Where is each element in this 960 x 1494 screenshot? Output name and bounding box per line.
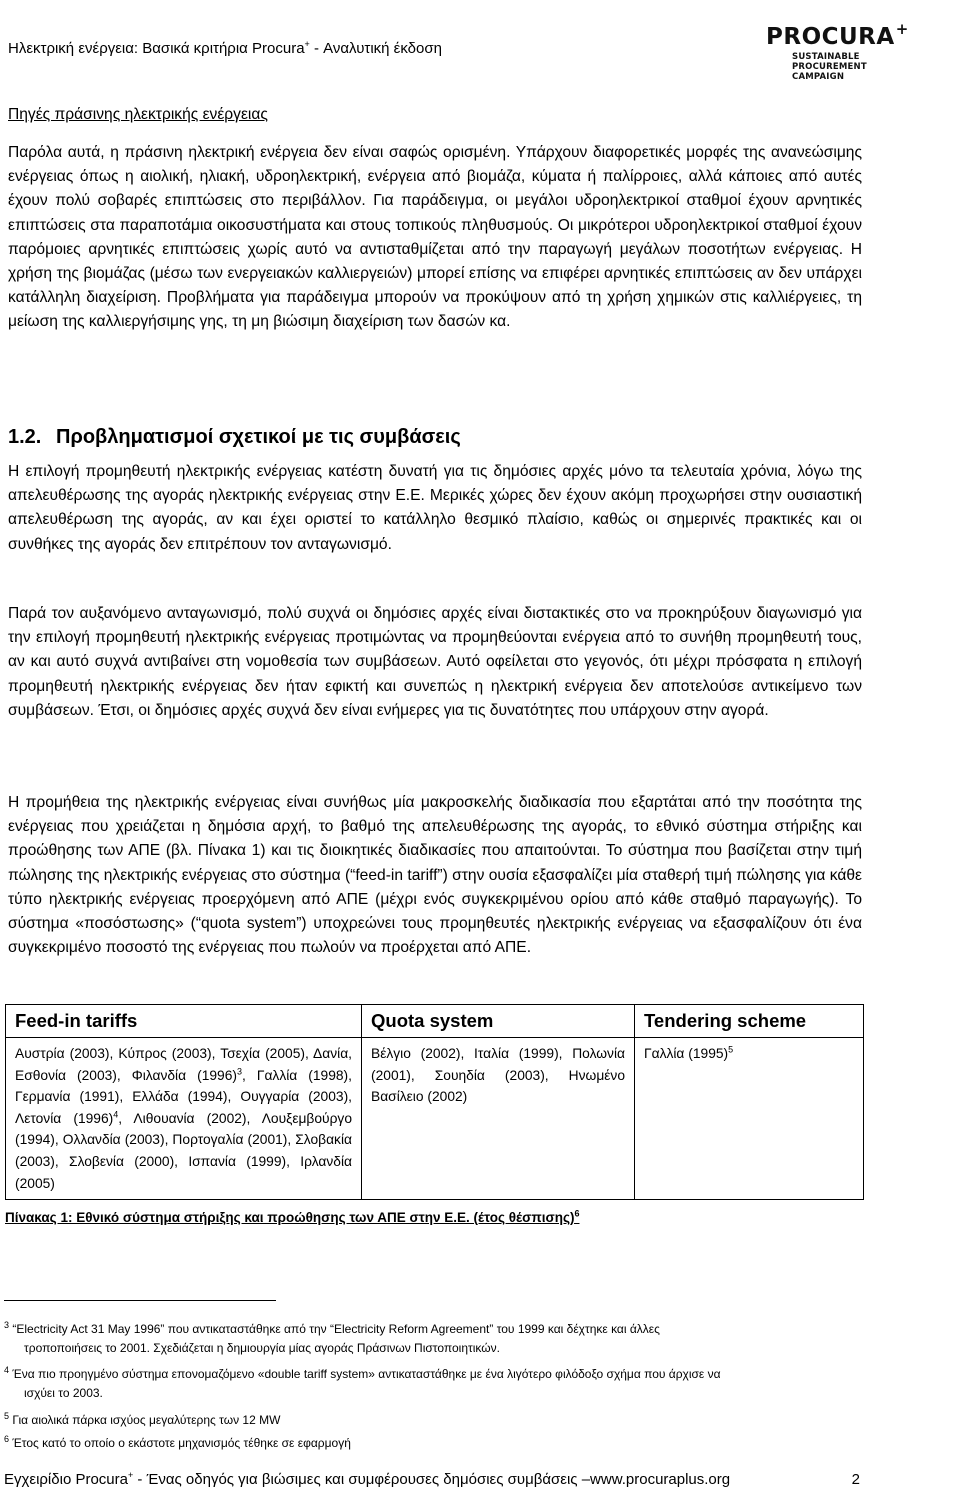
- footnote-4-line-2: ισχύει το 2003.: [24, 1385, 103, 1400]
- support-systems-table: [5, 1004, 864, 1200]
- footnote-3-number: 3: [4, 1320, 10, 1330]
- footnote-5: [4, 1411, 864, 1430]
- footer-text: [4, 1471, 730, 1488]
- document-header-title: [8, 40, 442, 57]
- table-cell-feed-in-countries: [6, 1038, 362, 1200]
- page-number: 2: [851, 1471, 860, 1488]
- logo-brand-text: PROCURA: [766, 24, 895, 50]
- header-title-plus: +: [304, 39, 310, 49]
- feed-in-countries-part-3: , Λιθουανία (2002), Λουξεμβούργο (1994), Ολλανδία (2003), Πορτογαλία (2001), Σλοβακία (2003), Σλοβενία (2000), Ισπανία (1999), Ιρλανδία (2005): [15, 1110, 352, 1191]
- paragraph-competition: Παρά τον αυξανόμενο ανταγωνισμό, πολύ συχνά οι δημόσιες αρχές είναι διστακτικές στο να προκηρύξουν διαγωνισμό για την επιλογή προμηθευτή ηλεκτρικής ενέργειας προτιμώντας να προμηθεύονται ενέργεια από το συνήθη προμηθευτή τους, αν και αυτό συχνά αντιβαίνει στη νομοθεσία των συμβάσεων. Αυτό οφείλεται στο γεγονός, ότι μέχρι πρόσφατα η επιλογή προμηθευτή ηλεκτρικής ενέργειας δεν ήταν εφικτή και συνεπώς η ηλεκτρική ενέργεια δεν αποτελούσε αντικείμενο των συμβάσεων. Έτσι, οι δημόσιες αρχές συχνά δεν είναι ενήμερες για τις δυνατότητες που υπάρχουν στην αγορά.: [8, 605, 862, 719]
- footer-website-link[interactable]: www.procuraplus.org: [590, 1471, 731, 1488]
- footer-text-part-1: Εγχειρίδιο Procura: [4, 1471, 128, 1488]
- table-header-row: [6, 1005, 864, 1038]
- footnote-ref-5: 5: [728, 1044, 734, 1055]
- table-header-feed-in: Feed-in tariffs: [6, 1005, 362, 1038]
- footer-plus: +: [127, 1470, 134, 1480]
- footnote-4-line-1: Ένα πιο προηγμένο σύστημα επονομαζόμενο «double tariff system» αντικαταστάθηκε με ένα λιγότερο φιλόδοξο σχήμα που άρχισε να: [9, 1367, 721, 1381]
- footer-text-part-2: - Ένας οδηγός για βιώσιμες και συμφέρουσες δημόσιες συμβάσεις –: [133, 1471, 591, 1488]
- footnote-5-number: 5: [4, 1411, 10, 1421]
- table-row: [6, 1038, 864, 1200]
- table-header-quota: Quota system: [362, 1005, 635, 1038]
- footnote-5-text: Για αιολικά πάρκα ισχύος μεγαλύτερης των 12 MW: [9, 1413, 281, 1427]
- table-caption: [5, 1210, 579, 1225]
- footnote-3: [4, 1320, 864, 1357]
- section-title: Πηγές πράσινης ηλεκτρικής ενέργειας: [8, 106, 268, 123]
- paragraph-supplier-choice: Η επιλογή προμηθευτή ηλεκτρικής ενέργειας κατέστη δυνατή για τις δημόσιες αρχές μόνο τα τελευταία χρόνια, λόγω της απελευθέρωσης της αγοράς ηλεκτρικής ενέργειας στην Ε.Ε. Μερικές χώρες δεν έχουν ακόμη προχωρήσει στην ουσιαστική απελευθέρωση της αγοράς, αν και έχει οριστεί το κατάλληλο θεσμικό πλαίσιο, καθώς οι σημερινές πρακτικές και οι συνθήκες της αγοράς δεν επιτρέπουν τον ανταγωνισμό.: [8, 463, 862, 553]
- footnote-ref-6: 6: [574, 1208, 580, 1219]
- footnote-ref-4: 4: [113, 1109, 119, 1120]
- table-header-tendering: Tendering scheme: [635, 1005, 864, 1038]
- footnote-3-line-1: “Electricity Act 31 May 1996” που αντικαταστάθηκε από την “Electricity Reform Agreement” του 1999 και δέχτηκε και άλλες: [9, 1322, 660, 1336]
- tendering-countries-text: Γαλλία (1995): [644, 1046, 729, 1061]
- table-cell-tendering-countries: [635, 1038, 864, 1200]
- logo-tagline-3: CAMPAIGN: [792, 72, 845, 82]
- logo-brand: [766, 20, 916, 50]
- header-title-main: Ηλεκτρική ενέργεια: Βασικά κριτήρια Procura: [8, 40, 305, 57]
- table-caption-text: Πίνακας 1: Εθνικό σύστημα στήριξης και προώθησης των ΑΠΕ στην Ε.Ε. (έτος θέσπισης): [5, 1210, 575, 1225]
- section-heading-number: 1.2.: [8, 426, 42, 448]
- footnote-4-number: 4: [4, 1365, 10, 1375]
- page-footer: [4, 1471, 860, 1488]
- header-title-rest: - Αναλυτική έκδοση: [309, 40, 442, 57]
- table-cell-quota-countries: Βέλγιο (2002), Ιταλία (1999), Πολωνία (2001), Σουηδία (2003), Ηνωμένο Βασίλειο (2002): [362, 1038, 635, 1200]
- logo-brand-plus: +: [895, 20, 909, 38]
- footnote-6-number: 6: [4, 1434, 10, 1444]
- section-heading: [8, 426, 461, 449]
- logo-tagline-2: PROCUREMENT: [792, 62, 867, 72]
- feed-in-countries-part-2: , Γαλλία (1998), Γερμανία (1991), Ελλάδα (1994), Ουγγαρία (2003), Λετονία (1996): [15, 1067, 352, 1126]
- procura-plus-logo: [766, 20, 916, 98]
- footnote-6: [4, 1434, 864, 1453]
- paragraph-green-energy: Παρόλα αυτά, η πράσινη ηλεκτρική ενέργεια δεν είναι σαφώς ορισμένη. Υπάρχουν διαφορετικές μορφές της ανανεώσιμης ενέργειας όπως η αιολική, ηλιακή, υδροηλεκτρική, ενέργεια από βιομάζα, κύματα ή παλίρροιες, αλλά κάποιες από αυτές έχουν πολύ σοβαρές επιπτώσεις στο περιβάλλον. Για παράδειγμα, οι μεγάλοι υδροηλεκτρικοί σταθμοί έχουν αρνητικές επιπτώσεις στα παραποτάμια οικοσυστήματα και στους τοπικούς πληθυσμούς. Οι μικρότεροι υδροηλεκτρικοί σταθμοί έχουν παρόμοιες αρνητικές επιπτώσεις χωρίς αυτό να αντισταθμίζεται από την παραγωγή μεγάλων ποσοτήτων ενέργειας. Η χρήση της βιομάζας (μέσω των ενεργειακών καλλιεργειών) μπορεί επίσης να επιφέρει αρνητικές επιπτώσεις αν δεν υπάρχει κατάλληλη διαχείριση. Προβλήματα για παράδειγμα μπορούν να προκύψουν από τη χρήση χημικών στις καλλιέργειες, τη μείωση της καλλιεργήσιμης γης, τη μη βιώσιμη διαχείριση των δασών κα.: [8, 144, 862, 331]
- footnote-3-line-2: τροποποιήσεις το 2001. Σχεδιάζεται η δημιουργία μίας αγοράς Πράσινων Πιστοποιητικών.: [24, 1340, 500, 1355]
- footnote-6-text: Έτος κατό το οποίο ο εκάστοτε μηχανισμός τέθηκε σε εφαρμογή: [9, 1436, 351, 1450]
- footnote-ref-3: 3: [236, 1066, 242, 1076]
- logo-tagline-1: SUSTAINABLE: [792, 52, 860, 62]
- paragraph-procurement-process: Η προμήθεια της ηλεκτρικής ενέργειας είναι συνήθως μία μακροσκελής διαδικασία που εξαρτάται από την ποσότητα της ενέργειας που χρειάζεται η δημόσια αρχή, το βαθμό της απελευθέρωσης της αγοράς, το εθνικό σύστημα στήριξης και προώθησης των ΑΠΕ (βλ. Πίνακα 1) και τις διοικητικές διαδικασίες που απαιτούνται. Το σύστημα που βασίζεται στην τιμή πώλησης της ηλεκτρικής ενέργειας στο σύστημα (“feed-in tariff”) στην ουσία εξασφαλίζει μία σταθερή τιμή πώλησης για κάθε τύπο ηλεκτρικής ενέργειας προερχόμενη από ΑΠΕ (μέχρι ενός συγκεκριμένου ορίου από κάθε σταθμό παραγωγής). Το σύστημα «ποσόστωσης» (“quota system”) υποχρεώνει τους προμηθευτές ηλεκτρικής ενέργειας να εξασφαλίζουν ότι ένα συγκεκριμένο ποσοστό της ενέργειας που πωλούν να προέρχεται από ΑΠΕ.: [8, 794, 862, 957]
- section-heading-text: Προβληματισμοί σχετικοί με τις συμβάσεις: [56, 426, 461, 448]
- footnote-4: [4, 1365, 864, 1402]
- feed-in-countries-part-1: Αυστρία (2003), Κύπρος (2003), Τσεχία (2005), Δανία, Εσθονία (2003), Φιλανδία (1996): [15, 1046, 352, 1083]
- footnote-divider: [4, 1300, 276, 1301]
